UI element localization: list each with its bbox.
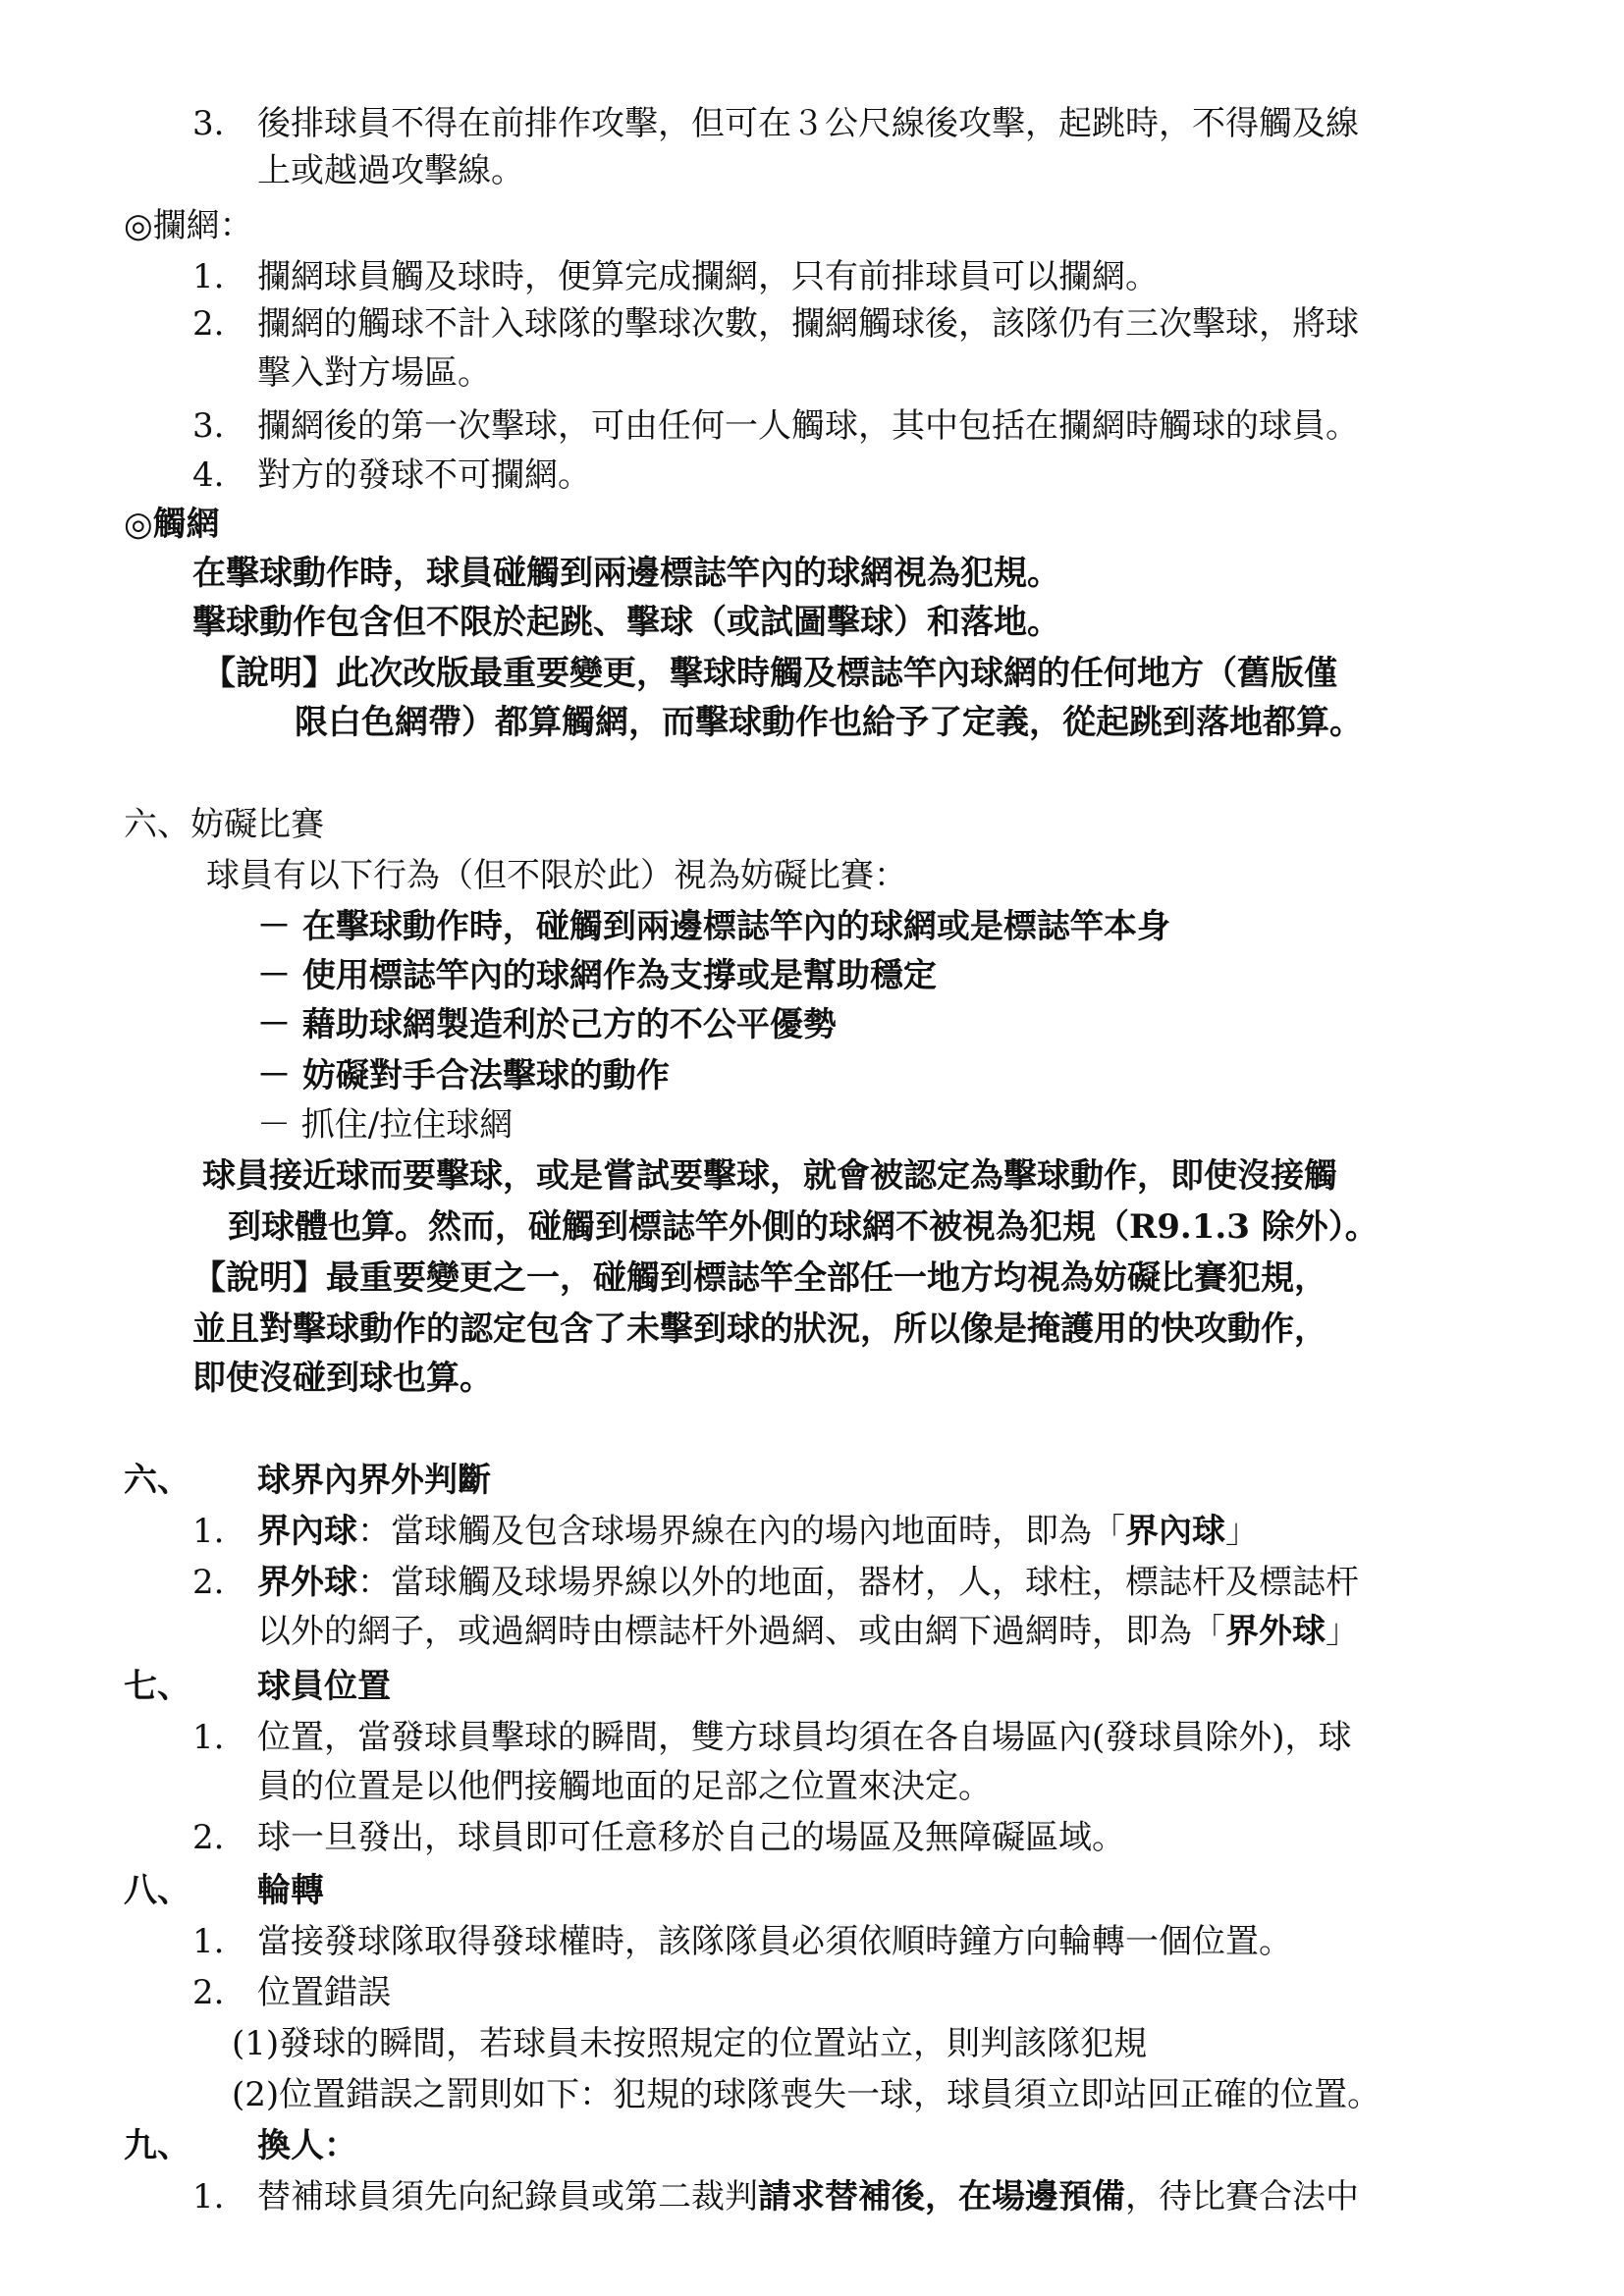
list-number: 3. — [192, 104, 225, 143]
note-line: 【說明】此次改版最重要變更，擊球時觸及標誌竿內球網的任何地方（舊版僅 — [202, 654, 1337, 693]
list-item — [257, 1508, 1259, 1555]
list-item: 員的位置是以他們接觸地面的足部之位置來決定。 — [257, 1767, 992, 1806]
sub-item: (2)位置錯誤之罰則如下：犯規的球隊喪失一球，球員須立即站回正確的位置。 — [232, 2075, 1381, 2114]
term-definition: ：當球觸及包含球場界線在內的場內地面時，即為「 — [357, 1512, 1125, 1551]
list-item — [257, 1559, 1359, 1606]
paragraph-line: 到球體也算。然而，碰觸到標誌竿外側的球網不被視為犯規（R9.1.3 除外）。 — [228, 1207, 1379, 1247]
paragraph-line: 球員有以下行為（但不限於此）視為妨礙比賽： — [206, 856, 907, 895]
list-item: 攔網後的第一次擊球，可由任何一人觸球，其中包括在攔網時觸球的球員。 — [257, 406, 1359, 446]
bullet-item: － 藉助球網製造利於己方的不公平優勢 — [257, 1005, 837, 1044]
bullet-item: － 妨礙對手合法擊球的動作 — [257, 1056, 670, 1095]
list-item: 當接發球隊取得發球權時，該隊隊員必須依順時鐘方向輪轉一個位置。 — [257, 1922, 1292, 1961]
section-heading-blocking: ◎攔網： — [124, 206, 253, 245]
list-number: 2. — [192, 1563, 225, 1602]
paragraph-line: 球員接近球而要擊球，或是嘗試要擊球，就會被認定為擊球動作，即使沒接觸 — [202, 1156, 1337, 1196]
term-label: 界內球 — [257, 1512, 357, 1551]
section-heading-rotation: 輪轉 — [257, 1871, 324, 1910]
text-run: 替補球員須先向紀錄員或第二裁判 — [257, 2177, 758, 2216]
term-label: 界外球 — [257, 1563, 357, 1602]
list-item — [257, 2173, 1359, 2220]
list-item: 攔網的觸球不計入球隊的擊球次數，攔網觸球後，該隊仍有三次擊球，將球 — [257, 304, 1359, 344]
bullet-item: － 抓住/拉住球網 — [257, 1105, 514, 1145]
section-number: 八、 — [124, 1871, 190, 1910]
paragraph-line: 在擊球動作時，球員碰觸到兩邊標誌竿內的球網視為犯規。 — [192, 554, 1060, 593]
term-emphasis: 界內球 — [1125, 1512, 1225, 1551]
text-run: ，待比賽合法中 — [1125, 2177, 1359, 2216]
section-heading-substitution: 換人： — [257, 2126, 357, 2165]
section-heading-position: 球員位置 — [257, 1667, 391, 1706]
list-item: 球一旦發出，球員即可任意移於自己的場區及無障礙區域。 — [257, 1818, 1125, 1857]
section-number: 七、 — [124, 1667, 190, 1706]
section-number: 六、 — [124, 1461, 190, 1500]
term-emphasis: 界外球 — [1225, 1612, 1326, 1651]
note-line: 【說明】最重要變更之一，碰觸到標誌竿全部任一地方均視為妨礙比賽犯規， — [192, 1258, 1327, 1298]
list-item: 對方的發球不可攔網。 — [257, 455, 591, 495]
list-item: 位置錯誤 — [257, 1973, 391, 2012]
term-definition: ：當球觸及球場界線以外的地面，器材，人，球柱，標誌杆及標誌杆 — [357, 1563, 1359, 1602]
list-number: 1. — [192, 1512, 225, 1551]
paragraph-line: 上或越過攻擊線。 — [257, 151, 524, 190]
list-number: 2. — [192, 304, 225, 344]
bullet-item: － 使用標誌竿內的球網作為支撐或是幫助穩定 — [257, 956, 937, 995]
list-number: 4. — [192, 455, 225, 495]
section-heading-in-out: 球界內界外判斷 — [257, 1461, 491, 1500]
section-number: 九、 — [124, 2126, 190, 2165]
section-heading-interference: 六、妨礙比賽 — [124, 805, 324, 844]
list-number: 1. — [192, 1922, 225, 1961]
paragraph-line: 後排球員不得在前排作攻擊，但可在３公尺線後攻擊，起跳時，不得觸及線 — [257, 104, 1359, 143]
list-item: 位置，當發球員擊球的瞬間，雙方球員均須在各自場區內(發球員除外)，球 — [257, 1718, 1352, 1757]
list-number: 1. — [192, 257, 225, 296]
bullet-item: － 在擊球動作時，碰觸到兩邊標誌竿內的球網或是標誌竿本身 — [257, 907, 1170, 946]
list-number: 2. — [192, 1818, 225, 1857]
list-number: 1. — [192, 1718, 225, 1757]
list-number: 3. — [192, 406, 225, 446]
closing-quote: 」 — [1326, 1612, 1359, 1651]
note-line: 並且對擊球動作的認定包含了未擊到球的狀況，所以像是掩護用的快攻動作， — [192, 1309, 1327, 1349]
note-line: 即使沒碰到球也算。 — [192, 1359, 493, 1398]
term-definition: 以外的網子，或過網時由標誌杆外過網、或由網下過網時，即為「 — [257, 1612, 1225, 1651]
closing-quote: 」 — [1225, 1512, 1259, 1551]
text-emphasis: 請求替補後，在場邊預備 — [758, 2177, 1125, 2216]
list-number: 1. — [192, 2177, 225, 2216]
note-line: 限白色網帶）都算觸網，而擊球動作也給予了定義，從起跳到落地都算。 — [295, 703, 1363, 742]
list-number: 2. — [192, 1973, 225, 2012]
paragraph-line: 擊球動作包含但不限於起跳、擊球（或試圖擊球）和落地。 — [192, 603, 1060, 642]
section-heading-net-touch: ◎觸網 — [124, 505, 220, 544]
list-item: 擊入對方場區。 — [257, 353, 491, 393]
list-item — [257, 1608, 1359, 1655]
sub-item: (1)發球的瞬間，若球員未按照規定的位置站立，則判該隊犯規 — [232, 2024, 1148, 2063]
list-item: 攔網球員觸及球時，便算完成攔網，只有前排球員可以攔網。 — [257, 257, 1159, 296]
